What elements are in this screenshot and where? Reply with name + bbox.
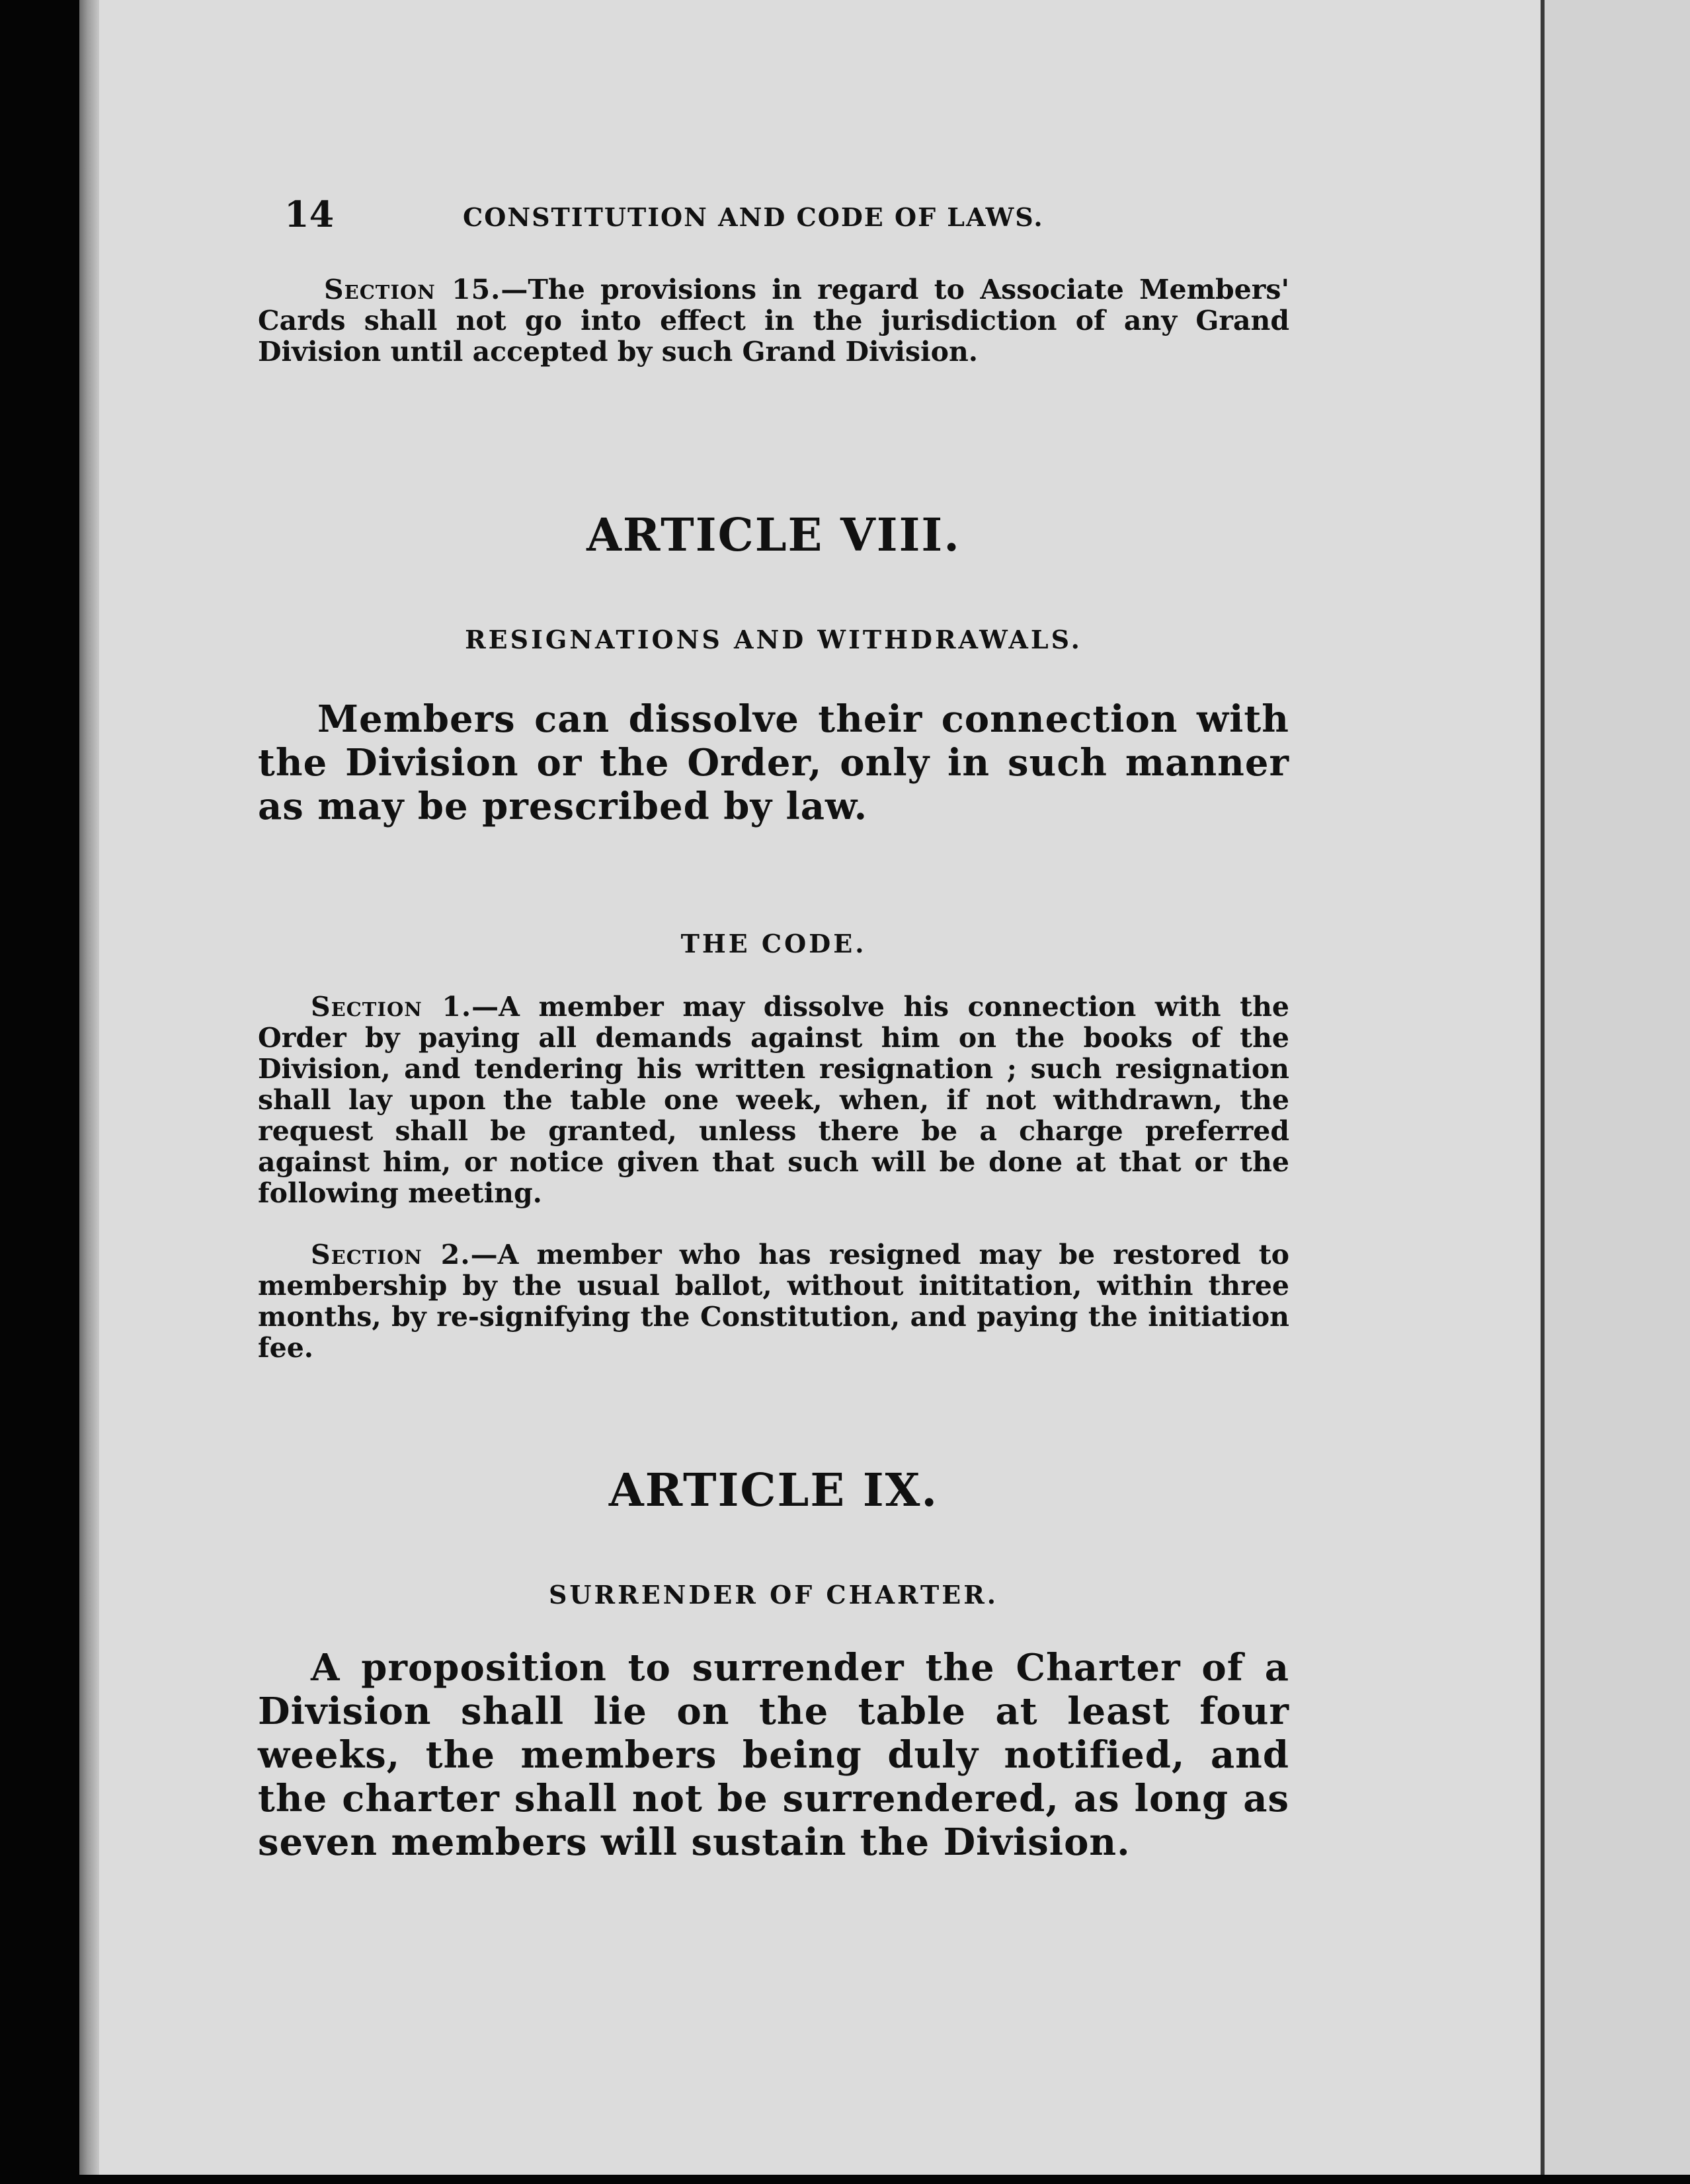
article-9-text: A proposition to surrender the Charter of a Division shall lie on the table at least four weeks, the members being duly notified, and the charter shall not be surrendered, as long as seven members will sustain the Division.	[258, 1646, 1289, 1864]
code-section-2	[258, 1239, 1289, 1364]
page-stack-edge	[79, 0, 99, 2175]
article-9-title: ARTICLE IX.	[608, 1464, 939, 1517]
code-section-1-text: —A member may dissolve his connection with the Order by paying all demands against him on the books of the Division, and tendering his written resignation ; such resignation shall lay upon the table one week, when, if not withdrawn, the request shall be granted, unless there be a charge preferred against him, or notice given that such will be done at that or the following meeting.	[258, 991, 1289, 1209]
section-15-text: —The provisions in regard to Associate Members' Cards shall not go into effect in the jurisdiction of any Grand Division until accepted by such Grand Division.	[258, 274, 1289, 368]
page-number: 14	[284, 193, 335, 235]
section-15-label: Section 15.	[324, 274, 501, 305]
article-9-body	[258, 1646, 1289, 1864]
code-section-2-text: —A member who has resigned may be restored to membership by the usual ballot, without inititation, within three months, by re-signifying the Constitution, and paying the initiation fee.	[258, 1239, 1289, 1364]
article-8-title: ARTICLE VIII.	[586, 509, 961, 562]
adjacent-page-edge	[1545, 0, 1690, 2175]
code-section-1	[258, 992, 1289, 1209]
article-8-subtitle: RESIGNATIONS AND WITHDRAWALS.	[465, 625, 1082, 654]
running-head	[284, 193, 1117, 239]
code-section-1-label: Section 1.	[311, 991, 472, 1023]
article-8-body	[258, 697, 1289, 828]
section-15	[258, 274, 1289, 368]
article-9-subtitle: SURRENDER OF CHARTER.	[548, 1580, 999, 1610]
running-head-title: CONSTITUTION AND CODE OF LAWS.	[463, 202, 1044, 232]
code-section-2-label: Section 2.	[311, 1239, 471, 1270]
scan-border	[0, 2175, 1690, 2184]
code-heading: THE CODE.	[680, 929, 867, 958]
article-8-text: Members can dissolve their connection with the Division or the Order, only in such manner as may be prescribed by law.	[258, 697, 1289, 828]
